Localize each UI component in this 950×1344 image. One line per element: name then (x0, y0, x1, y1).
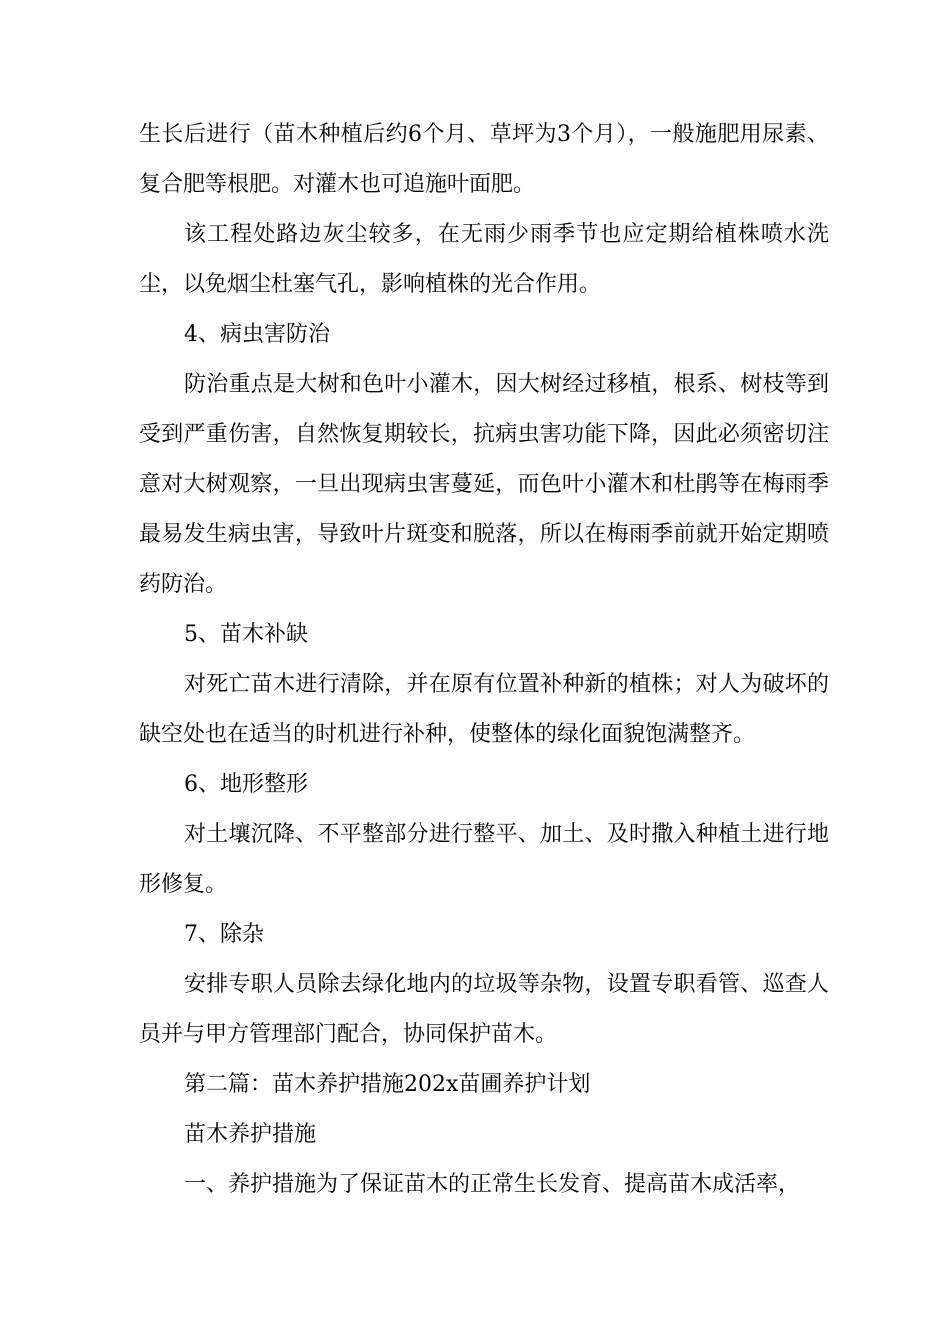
document-body (139, 110, 829, 1210)
paragraph-fertilizing: 生长后进行（苗木种植后约6个月、草坪为3个月），一般施肥用尿素、复合肥等根肥。对灌木也可追施叶面肥。 (139, 122, 829, 197)
paragraph-debris-removal: 安排专职人员除去绿化地内的垃圾等杂物，设置专职看管、巡查人员并与甲方管理部门配合，协同保护苗木。 (139, 972, 829, 1047)
heading-seedling-maintenance: 苗木养护措施 (184, 1122, 317, 1147)
paragraph-terrain-shaping: 对土壤沉降、不平整部分进行整平、加土、及时撒入种植土进行地形修复。 (139, 822, 829, 897)
paragraph-dust-washing: 该工程处路边灰尘较多，在无雨少雨季节也应定期给植株喷水洗尘，以免烟尘杜塞气孔，影响植株的光合作用。 (139, 222, 829, 297)
paragraph-maintenance-measures: 一、养护措施为了保证苗木的正常生长发育、提高苗木成活率， (184, 1172, 801, 1197)
heading-pest-control: 4、病虫害防治 (184, 322, 330, 347)
heading-terrain-shaping: 6、地形整形 (184, 772, 308, 797)
heading-debris-removal: 7、除杂 (184, 922, 264, 947)
paragraph-replanting: 对死亡苗木进行清除，并在原有位置补种新的植株；对人为破坏的缺空处也在适当的时机进行补种，使整体的绿化面貌饱满整齐。 (139, 672, 829, 747)
heading-replanting: 5、苗木补缺 (184, 622, 308, 647)
heading-part-two: 第二篇：苗木养护措施202x苗圃养护计划 (184, 1072, 591, 1097)
paragraph-pest-control: 防治重点是大树和色叶小灌木，因大树经过移植，根系、树枝等到受到严重伤害，自然恢复期较长，抗病虫害功能下降，因此必须密切注意对大树观察，一旦出现病虫害蔓延，而色叶小灌木和杜鹃等在梅雨季最易发生病虫害，导致叶片斑变和脱落，所以在梅雨季前就开始定期喷药防治。 (139, 372, 829, 597)
